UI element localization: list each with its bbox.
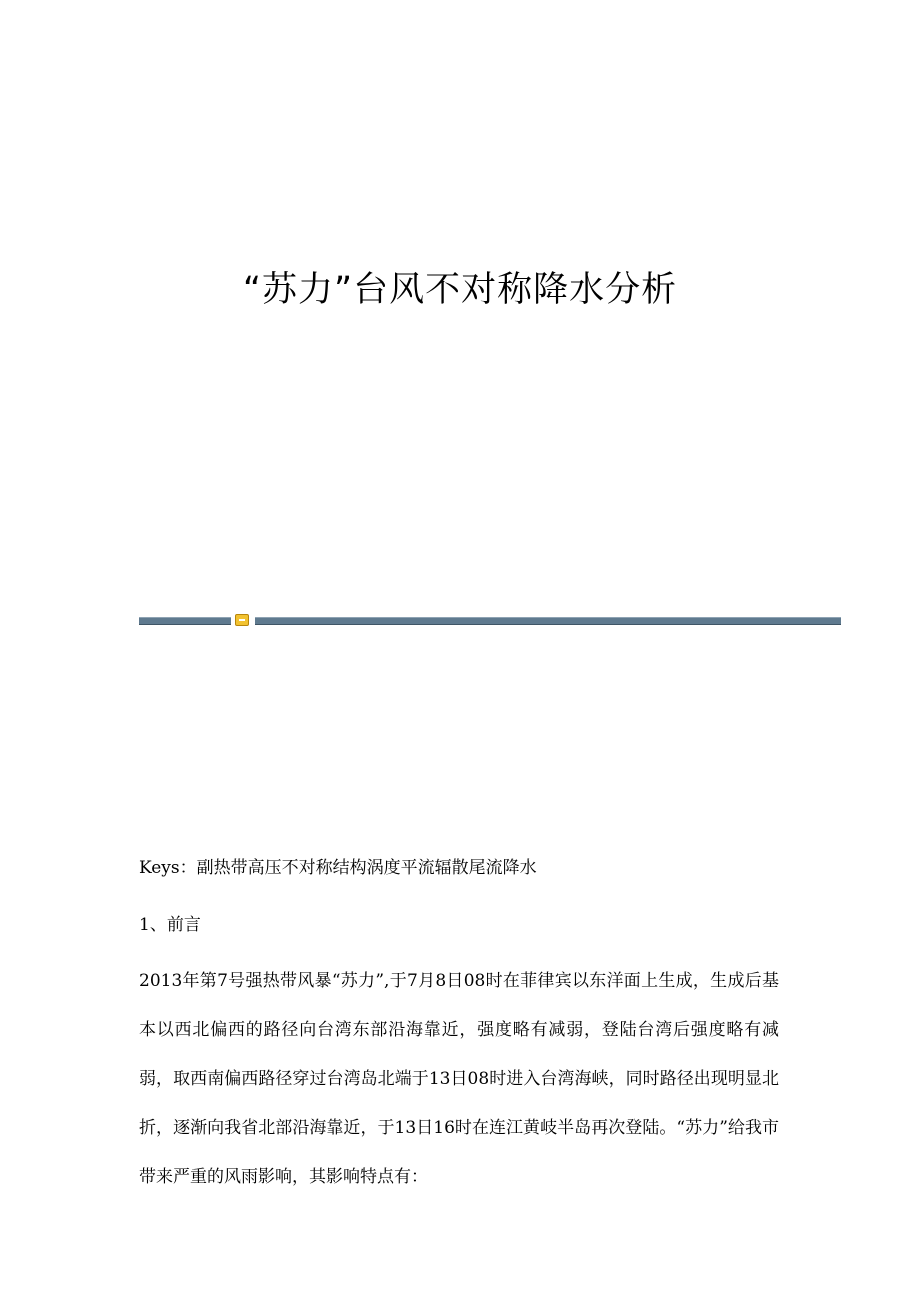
section-heading: 1、前言 — [139, 915, 201, 935]
divider-ornament-icon — [235, 614, 249, 626]
keywords-line: Keys：副热带高压不对称结构涡度平流辐散尾流降水 — [139, 858, 537, 878]
decorative-divider — [139, 614, 841, 626]
body-paragraph: 2013年第7号强热带风暴“苏力”,于7月8日08时在菲律宾以东洋面上生成，生成后基本以西北偏西的路径向台湾东部沿海靠近，强度略有减弱，登陆台湾后强度略有减弱，取西南偏西路径穿过台湾岛北端于13日08时进入台湾海峡，同时路径出现明显北折，逐渐向我省北部沿海靠近，于13日16时在连江黄岐半岛再次登陆。“苏力”给我市带来严重的风雨影响，其影响特点有： — [139, 971, 779, 1187]
document-title: “苏力”台风不对称降水分析 — [242, 270, 678, 310]
divider-bar-right — [255, 617, 841, 625]
divider-bar-left — [139, 617, 231, 625]
